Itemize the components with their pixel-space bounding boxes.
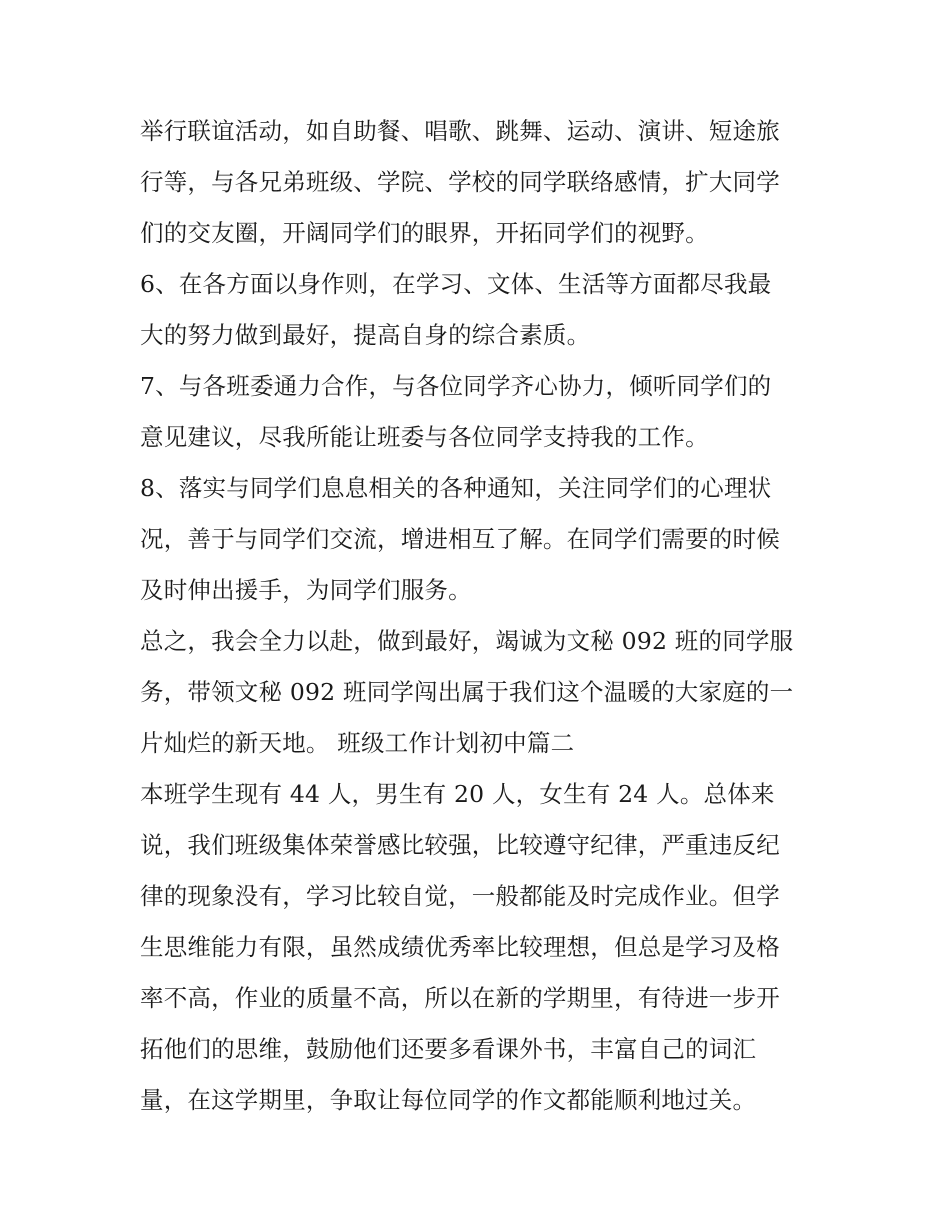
text-line: 率不高，作业的质量不高，所以在新的学期里，有待进一步开 bbox=[140, 984, 780, 1012]
text-line: 总之，我会全力以赴，做到最好，竭诚为文秘 092 班的同学服 bbox=[140, 627, 794, 655]
text-line: 拓他们的思维，鼓励他们还要多看课外书，丰富自己的词汇 bbox=[140, 1035, 757, 1063]
text-line: 务，带领文秘 092 班同学闯出属于我们这个温暖的大家庭的一 bbox=[140, 678, 794, 706]
text-line: 生思维能力有限，虽然成绩优秀率比较理想，但总是学习及格 bbox=[140, 933, 780, 961]
text-line: 说，我们班级集体荣誉感比较强，比较遵守纪律，严重违反纪 bbox=[140, 831, 780, 859]
text-line: 大的努力做到最好，提高自身的综合素质。 bbox=[140, 321, 591, 349]
text-line: 量，在这学期里，争取让每位同学的作文都能顺利地过关。 bbox=[140, 1086, 757, 1114]
text-line: 7、与各班委通力合作，与各位同学齐心协力，倾听同学们的 bbox=[140, 372, 772, 400]
text-line: 举行联谊活动，如自助餐、唱歌、跳舞、运动、演讲、短途旅 bbox=[140, 117, 780, 145]
text-line: 律的现象没有，学习比较自觉，一般都能及时完成作业。但学 bbox=[140, 882, 780, 910]
text-line: 行等，与各兄弟班级、学院、学校的同学联络感情，扩大同学 bbox=[140, 168, 780, 196]
text-line: 们的交友圈，开阔同学们的眼界，开拓同学们的视野。 bbox=[140, 219, 709, 247]
text-line: 意见建议，尽我所能让班委与各位同学支持我的工作。 bbox=[140, 423, 709, 451]
text-line: 片灿烂的新天地。 班级工作计划初中篇二 bbox=[140, 729, 575, 757]
text-line: 况，善于与同学们交流，增进相互了解。在同学们需要的时候 bbox=[140, 525, 780, 553]
text-line: 6、在各方面以身作则，在学习、文体、生活等方面都尽我最 bbox=[140, 270, 772, 298]
document-body bbox=[140, 106, 830, 1126]
text-line: 8、落实与同学们息息相关的各种通知，关注同学们的心理状 bbox=[140, 474, 772, 502]
text-line: 及时伸出援手，为同学们服务。 bbox=[140, 576, 472, 604]
text-line: 本班学生现有 44 人，男生有 20 人，女生有 24 人。总体来 bbox=[140, 780, 775, 808]
